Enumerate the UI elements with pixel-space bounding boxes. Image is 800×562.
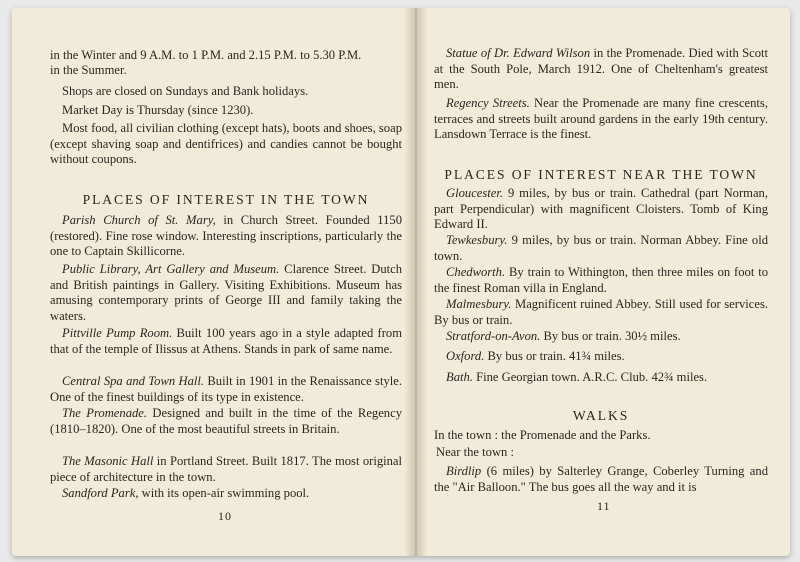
entry-text: in Church Street. Founded 1150 (restored). Fine rose window. Interesting inscriptions, particularly the one to Captain Skillicorne. bbox=[50, 213, 403, 259]
entry-chedworth bbox=[434, 265, 768, 296]
entry-regency-streets bbox=[434, 96, 768, 143]
entry-text: 9 miles, by bus or train. Norman Abbey. Fine old town. bbox=[434, 233, 768, 263]
opening-hours-line-2: in the Summer. bbox=[50, 63, 127, 77]
right-page bbox=[434, 8, 768, 556]
booklet-gutter bbox=[404, 8, 428, 556]
walks-near-town: Near the town : bbox=[436, 445, 514, 459]
opening-hours-line-1: in the Winter and 9 A.M. to 1 P.M. and 2.15 P.M. to 5.30 P.M. bbox=[50, 48, 362, 62]
coupons-note: Most food, all civilian clothing (except hats), boots and shoes, soap (except shaving soap and dentifrices) and candies cannot be bought without coupons. bbox=[50, 121, 402, 167]
market-day-note: Market Day is Thursday (since 1230). bbox=[62, 103, 254, 117]
section-heading-near-town: PLACES OF INTEREST NEAR THE TOWN bbox=[444, 167, 758, 182]
entry-text: in Portland Street. Built 1817. The most original piece of architecture in the town. bbox=[50, 454, 402, 484]
entry-tewkesbury bbox=[434, 233, 768, 264]
entry-malmesbury bbox=[434, 297, 768, 328]
entry-public-library bbox=[50, 262, 402, 324]
entry-title: Parish Church of St. Mary, bbox=[62, 213, 216, 227]
entry-text: Built 100 years ago in a style adapted from that of the temple of Ilissus at Athens. Stands in park of same name. bbox=[50, 326, 402, 356]
entry-text: with its open-air swimming pool. bbox=[138, 486, 310, 500]
entry-title: Central Spa and Town Hall. bbox=[62, 374, 205, 388]
entry-title: Public Library, Art Gallery and Museum. bbox=[62, 262, 280, 276]
entry-statue-wilson bbox=[434, 46, 768, 93]
entry-text: By bus or train. 30½ miles. bbox=[540, 329, 681, 343]
entry-title: Bath. bbox=[446, 370, 473, 384]
entry-pittville-pump-room bbox=[50, 326, 402, 357]
shops-closed-note: Shops are closed on Sundays and Bank holidays. bbox=[62, 84, 309, 98]
entry-text: Clarence Street. Dutch and British paintings in Gallery. Visiting Exhibitions. Museum has amusing contemporary prints of George III and family taking the waters. bbox=[50, 262, 403, 323]
entry-title: Regency Streets. bbox=[446, 96, 530, 110]
entry-title: Gloucester. bbox=[446, 186, 504, 200]
entry-title: The Masonic Hall bbox=[62, 454, 154, 468]
entry-title: Pittville Pump Room. bbox=[62, 326, 173, 340]
entry-text: By train to Withington, then three miles on foot to the finest Roman villa in England. bbox=[434, 265, 768, 295]
entry-stratford bbox=[434, 329, 768, 345]
entry-title: Oxford. bbox=[446, 349, 485, 363]
booklet bbox=[12, 8, 790, 556]
entry-text: Designed and built in the time of the Regency (1810–1820). One of the most beautiful streets in Britain. bbox=[50, 406, 402, 436]
entry-parish-church bbox=[50, 213, 402, 260]
entry-gloucester bbox=[434, 186, 768, 233]
section-heading-in-town: PLACES OF INTEREST IN THE TOWN bbox=[82, 192, 370, 207]
entry-text: Fine Georgian town. A.R.C. Club. 42¾ miles. bbox=[472, 370, 708, 384]
entry-title: Tewkesbury. bbox=[446, 233, 508, 247]
entry-sandford-park bbox=[50, 486, 402, 502]
entry-title: Birdlip bbox=[446, 464, 482, 478]
walks-in-town: In the town : the Promenade and the Parks. bbox=[434, 428, 651, 442]
entry-oxford bbox=[434, 349, 768, 365]
entry-central-spa bbox=[50, 374, 402, 405]
entry-text: Magnificent ruined Abbey. Still used for services. By bus or train. bbox=[434, 297, 768, 327]
entry-bath bbox=[434, 370, 768, 386]
page-number-right: 11 bbox=[597, 499, 611, 513]
entry-birdlip bbox=[434, 464, 768, 495]
section-heading-walks: WALKS bbox=[572, 408, 630, 423]
entry-text: By bus or train. 41¾ miles. bbox=[484, 349, 625, 363]
page-number-left: 10 bbox=[218, 509, 232, 523]
entry-title: Stratford-on-Avon. bbox=[446, 329, 541, 343]
entry-title: Statue of Dr. Edward Wilson bbox=[446, 46, 591, 60]
entry-title: Sandford Park, bbox=[62, 486, 139, 500]
entry-text: in the Promenade. Died with Scott at the South Pole, March 1912. One of Cheltenham's greatest men. bbox=[434, 46, 768, 92]
entry-text: Built in 1901 in the Renaissance style. One of the finest buildings of its type in existence. bbox=[50, 374, 402, 404]
entry-title: Chedworth. bbox=[446, 265, 506, 279]
entry-text: Near the Promenade are many fine crescents, terraces and streets built around gardens in the early 19th century. Lansdown Terrace is the finest. bbox=[434, 96, 768, 142]
entry-title: The Promenade. bbox=[62, 406, 148, 420]
left-page bbox=[50, 8, 402, 556]
entry-promenade bbox=[50, 406, 402, 437]
entry-title: Malmesbury. bbox=[446, 297, 512, 311]
entry-text: 9 miles, by bus or train. Cathedral (part Norman, part Perpendicular) with magnificent Cloisters. Tomb of King Edward II. bbox=[434, 186, 768, 232]
entry-text: (6 miles) by Salterley Grange, Coberley Turning and the "Air Balloon." The bus goes all the way and it is bbox=[434, 464, 768, 494]
entry-masonic-hall bbox=[50, 454, 402, 485]
